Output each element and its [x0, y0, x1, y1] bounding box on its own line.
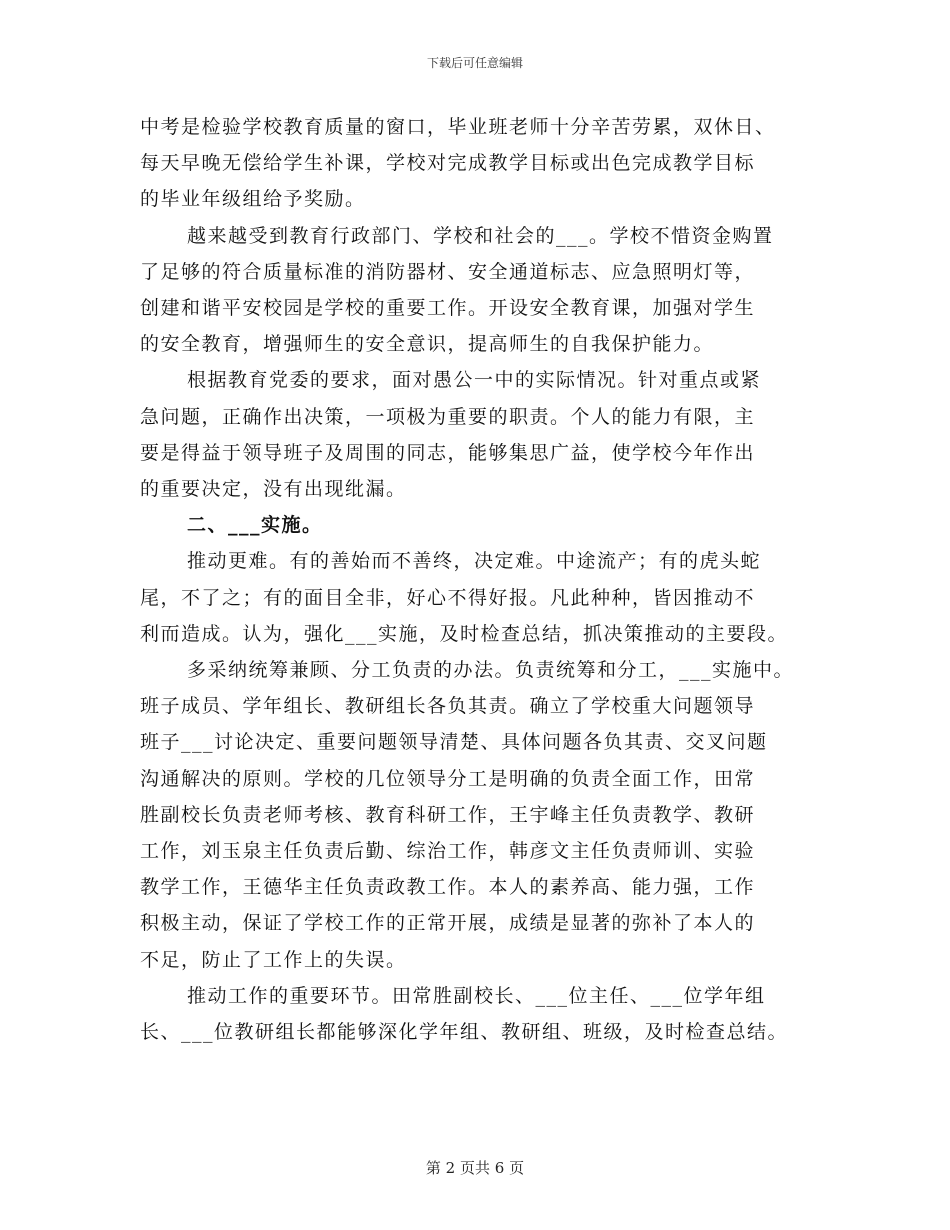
text-line: 根据教育党委的要求，面对愚公一中的实际情况。针对重点或紧 — [187, 369, 762, 392]
text-line: 每天早晚无偿给学生补课，学校对完成教学目标或出色完成教学目标 — [140, 152, 756, 175]
text-line: 尾，不了之；有的面目全非，好心不得好报。凡此种种，皆因推动不 — [140, 586, 756, 609]
text-line: 沟通解决的原则。学校的几位领导分工是明确的负责全面工作，田常 — [140, 767, 756, 790]
text-line: 工作，刘玉泉主任负责后勤、综治工作，韩彦文主任负责师训、实验 — [140, 840, 756, 862]
text-line: 利而造成。认为，强化___实施，及时检查总结，抓决策推动的主要段。 — [140, 622, 789, 645]
text-line: 班子___讨论决定、重要问题领导清楚、具体问题各负其责、交叉问题 — [140, 731, 768, 754]
text-line: 推动工作的重要环节。田常胜副校长、___位主任、___位学年组 — [187, 984, 766, 1007]
text-line: 了足够的符合质量标准的消防器材、安全通道标志、应急照明灯等， — [140, 260, 756, 283]
text-line: 积极主动，保证了学校工作的正常开展，成绩是显著的弥补了本人的 — [140, 912, 756, 935]
text-line: 多采纳统筹兼顾、分工负责的办法。负责统筹和分工，___实施中。 — [187, 659, 795, 681]
text-line: 急问题，正确作出决策，一项极为重要的职责。个人的能力有限，主 — [140, 405, 756, 428]
text-line: 教学工作，王德华主任负责政教工作。本人的素养高、能力强，工作 — [140, 876, 756, 899]
text-line: 中考是检验学校教育质量的窗口，毕业班老师十分辛苦劳累，双休日、 — [140, 116, 776, 138]
text-line: 胜副校长负责老师考核、教育科研工作，王宇峰主任负责教学、教研 — [140, 803, 756, 826]
text-line: 推动更难。有的善始而不善终，决定难。中途流产；有的虎头蛇 — [187, 550, 762, 573]
text-line: 的毕业年级组给予奖励。 — [140, 188, 366, 211]
page-header: 下载后可任意编辑 — [426, 56, 523, 70]
text-line: 的重要决定，没有出现纰漏。 — [140, 478, 407, 500]
text-line: 的安全教育，增强师生的安全意识，提高师生的自我保护能力。 — [140, 333, 715, 356]
text-line: 长、___位教研组长都能够深化学年组、教研组、班级，及时检查总结。 — [140, 1021, 789, 1043]
page-footer: 第 2 页共 6 页 — [425, 1159, 525, 1177]
section-heading: 二、___实施。 — [187, 514, 323, 537]
text-line: 越来越受到教育行政部门、学校和社会的___。学校不惜资金购置 — [187, 224, 774, 247]
text-line: 不足，防止了工作上的失误。 — [140, 948, 407, 971]
text-line: 班子成员、学年组长、教研组长各负其责。确立了学校重大问题领导 — [140, 695, 756, 718]
text-line: 要是得益于领导班子及周围的同志，能够集思广益，使学校今年作出 — [140, 441, 756, 464]
text-line: 创建和谐平安校园是学校的重要工作。开设安全教育课，加强对学生 — [140, 297, 756, 319]
